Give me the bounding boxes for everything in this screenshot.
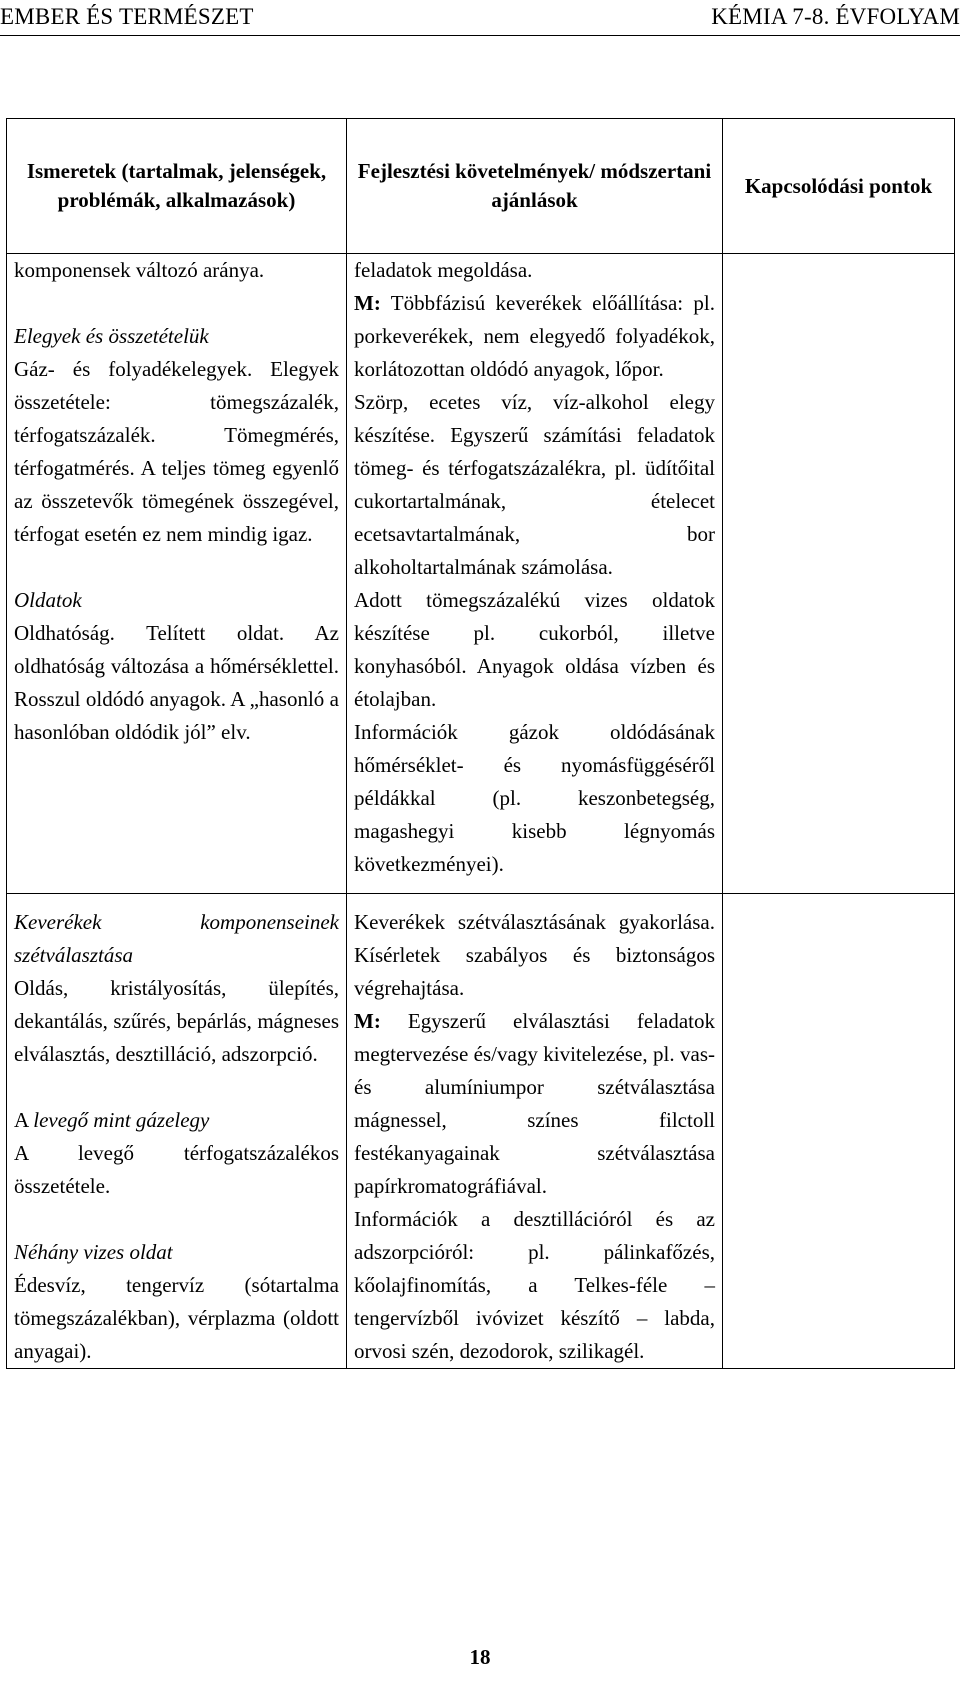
page-number: 18: [469, 1645, 491, 1669]
text-paragraph: Oldás, kristályosítás, ülepítés, dekantálás, szűrés, bepárlás, mágneses elválasztás, desztilláció, adszorpció.: [14, 976, 339, 1066]
text-paragraph: Szörp, ecetes víz, víz-alkohol elegy készítése. Egyszerű számítási feladatok tömeg- és térfogatszázalékra, pl. üdítőital cukortartalmának, ételecet ecetsavtartalmának, bor alkoholtartalmának számolása.: [354, 390, 715, 579]
table-row: [7, 254, 955, 894]
cell-connections: [723, 254, 955, 894]
text-paragraph: Információk a desztillációról és az adszorpcióról: pl. pálinkafőzés, kőolajfinomítás, a Telkes-féle – tengervízből ivóvizet készítő – labda, orvosi szén, dezodorok, szilikagél.: [354, 1207, 715, 1363]
text-paragraph: Információk gázok oldódásának hőmérséklet- és nyomásfüggéséről példákkal (pl. keszonbetegség, magashegyi kisebb légnyomás következményei).: [354, 720, 715, 876]
method-label: M:: [354, 291, 381, 315]
cell-requirements: [347, 894, 723, 1369]
cell-knowledge: [7, 254, 347, 894]
method-label: M:: [354, 1009, 381, 1033]
header-subject: EMBER ÉS TERMÉSZET: [0, 4, 254, 29]
header-connections: Kapcsolódási pontok: [723, 119, 955, 254]
text-paragraph: Oldhatóság. Telített oldat. Az oldhatóság változása a hőmérséklettel. Rosszul oldódó anyagok. A „hasonló a hasonlóban oldódik jól” elv.: [14, 621, 339, 744]
header-requirements: Fejlesztési követelmények/ módszertani ajánlások: [347, 119, 723, 254]
cell-knowledge: [7, 894, 347, 1369]
text-paragraph: Gáz- és folyadékelegyek. Elegyek összetétele: tömegszázalék, térfogatszázalék. Tömegmérés, térfogatmérés. A teljes tömeg egyenlő az összetevők tömegének összegével, térfogat esetén ez nem mindig igaz.: [14, 357, 339, 546]
header-knowledge: Ismeretek (tartalmak, jelenségek, problémák, alkalmazások): [7, 119, 347, 254]
topic-heading: Keverékek komponenseinek szétválasztása: [14, 910, 339, 967]
header-rule: [0, 35, 960, 36]
topic-heading: A levegő mint gázelegy: [14, 1108, 210, 1132]
topic-heading: Elegyek és összetételük: [14, 324, 209, 348]
header-grade: KÉMIA 7-8. ÉVFOLYAM: [711, 4, 960, 29]
text-paragraph: Édesvíz, tengervíz (sótartalma tömegszázalékban), vérplazma (oldott anyagai).: [14, 1273, 339, 1363]
topic-heading: Néhány vizes oldat: [14, 1240, 173, 1264]
text-paragraph: komponensek változó aránya.: [14, 258, 265, 282]
text-paragraph: Adott tömegszázalékú vizes oldatok készítése pl. cukorból, illetve konyhasóból. Anyagok oldása vízben és étolajban.: [354, 588, 715, 711]
text-paragraph: Keverékek szétválasztásának gyakorlása. Kísérletek szabályos és biztonságos végrehajtása.: [354, 910, 715, 1000]
text-paragraph: feladatok megoldása.: [354, 258, 533, 282]
text-paragraph: A levegő térfogatszázalékos összetétele.: [14, 1141, 339, 1198]
page-header: [0, 0, 960, 36]
cell-connections: [723, 894, 955, 1369]
cell-requirements: [347, 254, 723, 894]
topic-heading: Oldatok: [14, 588, 82, 612]
table-header-row: [7, 119, 955, 254]
curriculum-table: [6, 118, 955, 1369]
method-paragraph: M: Többfázisú keverékek előállítása: pl. porkeverékek, nem elegyedő folyadékok, korlátozottan oldódó anyagok, lőpor.: [354, 291, 715, 381]
method-paragraph: M: Egyszerű elválasztási feladatok megtervezése és/vagy kivitelezése, pl. vas- és alumíniumpor szétválasztása mágnessel, színes filctoll festékanyagainak szétválasztása papírkromatográfiával.: [354, 1009, 715, 1198]
table-row: [7, 894, 955, 1369]
